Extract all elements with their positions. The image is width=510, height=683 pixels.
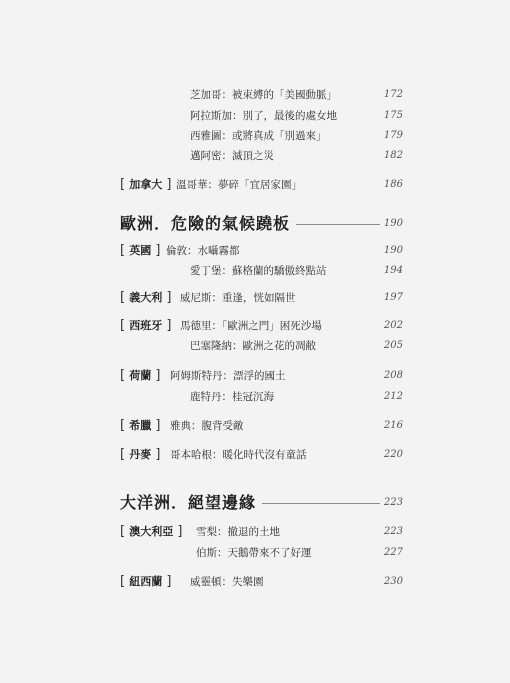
entry-title: 阿拉斯加：別了，最後的處女地 bbox=[190, 110, 337, 122]
entry-title: 雪梨：撤退的土地 bbox=[196, 526, 280, 538]
page-number: 227 bbox=[383, 547, 403, 558]
toc-country-entry[interactable] bbox=[0, 177, 510, 193]
entry-title: 哥本哈根：暖化時代沒有童話 bbox=[170, 449, 307, 461]
page-number: 212 bbox=[383, 391, 403, 402]
entry-title: 倫敦：水囁霧都 bbox=[166, 245, 240, 257]
page-number: 223 bbox=[383, 526, 403, 537]
toc-entry[interactable] bbox=[0, 148, 510, 164]
country-label: [ 荷蘭 ] bbox=[120, 368, 161, 383]
page-number: 205 bbox=[383, 340, 403, 351]
country-label: [ 加拿大 ] bbox=[120, 177, 172, 192]
entry-title: 雅典：腹背受敵 bbox=[170, 420, 244, 432]
toc-country-entry[interactable] bbox=[0, 418, 510, 434]
page-number: 202 bbox=[383, 320, 403, 331]
section-title: 大洋洲．絕望邊緣 bbox=[120, 492, 262, 514]
page-number: 179 bbox=[383, 130, 403, 141]
toc-entry[interactable] bbox=[0, 87, 510, 103]
toc-country-entry[interactable] bbox=[0, 368, 510, 384]
page-number: 194 bbox=[383, 265, 403, 276]
country-label: [ 紐西蘭 ] bbox=[120, 574, 172, 589]
toc-country-entry[interactable] bbox=[0, 290, 510, 306]
page-number: 197 bbox=[383, 292, 403, 303]
toc-entry[interactable] bbox=[0, 128, 510, 144]
entry-title: 邁阿密：滅頂之災 bbox=[190, 150, 274, 162]
entry-title: 溫哥華：夢碎「宜居家園」 bbox=[176, 179, 302, 191]
toc-entry[interactable] bbox=[0, 263, 510, 279]
entry-title: 威靈頓：失樂園 bbox=[190, 576, 264, 588]
toc-entry[interactable] bbox=[0, 108, 510, 124]
section-title: 歐洲．危險的氣候蹺板 bbox=[120, 213, 296, 235]
toc-country-entry[interactable] bbox=[0, 524, 510, 540]
entry-title: 伯斯：天鵝帶來不了好運 bbox=[196, 547, 312, 559]
toc-country-entry[interactable] bbox=[0, 574, 510, 590]
page-number: 190 bbox=[383, 245, 403, 256]
country-label: [ 英國 ] bbox=[120, 243, 161, 258]
page-number: 190 bbox=[380, 216, 403, 232]
entry-title: 芝加哥：被束縛的「美國動脈」 bbox=[190, 89, 337, 101]
toc-country-entry[interactable] bbox=[0, 318, 510, 334]
entry-title: 馬德里：「歐洲之門」困死沙場 bbox=[180, 320, 322, 332]
toc-entry[interactable] bbox=[0, 389, 510, 405]
entry-title: 巴塞隆納：歐洲之花的凋敝 bbox=[190, 340, 316, 352]
country-label: [ 丹麥 ] bbox=[120, 447, 161, 462]
country-label: [ 西班牙 ] bbox=[120, 318, 172, 333]
toc-country-entry[interactable] bbox=[0, 243, 510, 259]
country-label: [ 澳大利亞 ] bbox=[120, 524, 183, 539]
entry-title: 西雅圖：或將真成「別過來」 bbox=[190, 130, 327, 142]
page-number: 216 bbox=[383, 420, 403, 431]
entry-title: 威尼斯：重逢，恍如隔世 bbox=[180, 292, 296, 304]
page-number: 172 bbox=[383, 89, 403, 100]
country-label: [ 希臘 ] bbox=[120, 418, 161, 433]
toc-entry[interactable] bbox=[0, 338, 510, 354]
entry-title: 愛丁堡：蘇格蘭的驕傲終點站 bbox=[190, 265, 327, 277]
entry-title: 鹿特丹：桂冠沉海 bbox=[190, 391, 274, 403]
section-heading-oceania[interactable] bbox=[120, 492, 403, 514]
page-number: 208 bbox=[383, 370, 403, 381]
toc-country-entry[interactable] bbox=[0, 447, 510, 463]
page-number: 186 bbox=[383, 179, 403, 190]
entry-title: 阿姆斯特丹：漂浮的國土 bbox=[170, 370, 286, 382]
toc-entry[interactable] bbox=[0, 545, 510, 561]
page-number: 220 bbox=[383, 449, 403, 460]
page-number: 175 bbox=[383, 110, 403, 121]
section-heading-europe[interactable] bbox=[120, 213, 403, 235]
country-label: [ 義大利 ] bbox=[120, 290, 172, 305]
page-number: 182 bbox=[383, 150, 403, 161]
page-number: 230 bbox=[383, 576, 403, 587]
page-number: 223 bbox=[380, 495, 403, 511]
